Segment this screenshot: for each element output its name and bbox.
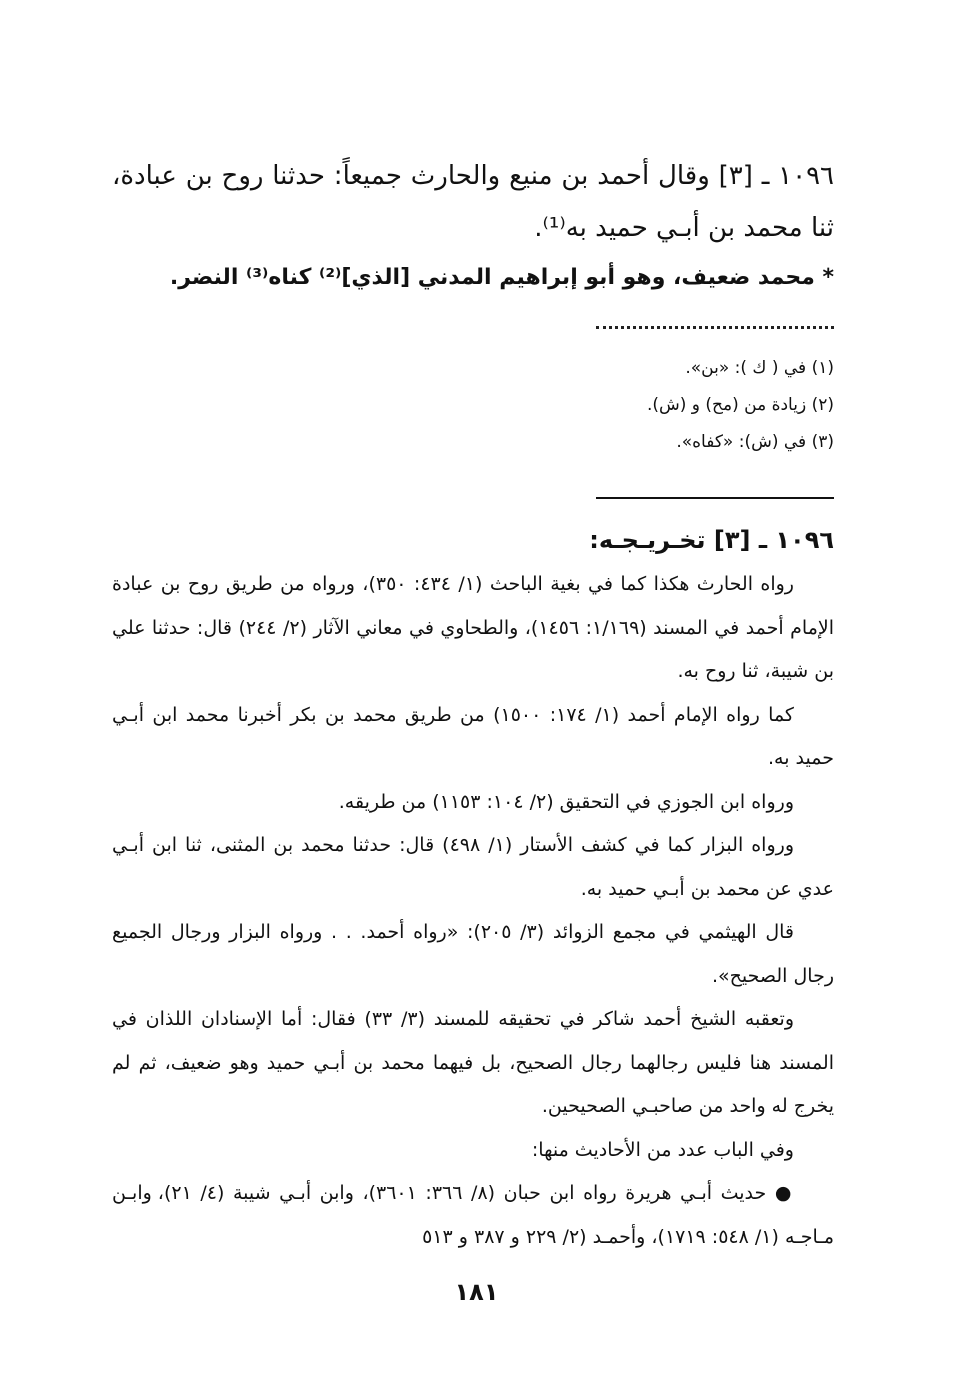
hadith-text: ١٠٩٦ ـ [٣] وقال أحمد بن منيع والحارث جميعاً: حدثنا روح بن عبادة، ثنا محمد بن أبـي حميد به⁽¹⁾. [112, 161, 834, 243]
takhrij-paragraph: قال الهيثمي في مجمع الزوائد (٣/ ٢٠٥): «رواه أحمد. . . ورواه البزار ورجال الجميع رجال الصحيح». [112, 921, 834, 987]
footnotes [112, 350, 834, 461]
takhrij-paragraph: وتعقبه الشيخ أحمد شاكر في تحقيقه للمسند (٣/ ٣٣) فقال: أما الإسنادان اللذان في المسند هنا فليس رجالهما رجال الصحيح، بل فيهما محمد بن أبـي حميد وهو ضعيف، ثم لم يخرج له واحد من صاحبـي الصحيحين. [112, 1008, 834, 1117]
takhrij-paragraph: ورواه البزار كما في كشف الأستار (١/ ٤٩٨) قال: حدثنا محمد بن المثنى، ثنا ابن أبـي عدي عن محمد بن أبـي حميد به. [112, 834, 834, 900]
hadith-comment: * محمد ضعيف، وهو أبو إبراهيم المدني [الذي]⁽²⁾ كناه⁽³⁾ النضر. [169, 265, 834, 290]
section-divider [596, 497, 834, 499]
takhrij-paragraph: رواه الحارث هكذا كما في بغية الباحث (١/ ٤٣٤: ٣٥٠)، ورواه من طريق روح بن عبادة الإمام أحمد في المسند (١/١٦٩: ١٤٥٦)، والطحاوي في معاني الآثار (٢/ ٢٤٤) قال: حدثنا علي بن شيبة، ثنا روح به. [112, 573, 834, 682]
takhrij-paragraph: ورواه ابن الجوزي في التحقيق (٢/ ١٠٤: ١١٥٣) من طريقه. [338, 790, 794, 813]
page-number: ١٨١ [454, 1278, 499, 1306]
footnote-1: (١) في ( ك ): «بن». [685, 358, 834, 378]
footnote-2: (٢) زيادة من (مح) و (ش). [646, 395, 834, 415]
takhrij-heading: ١٠٩٦ ـ [٣] تخـريـجـه: [589, 526, 834, 554]
takhrij-paragraph: ● حديث أبـي هريرة رواه ابن حبان (٨/ ٣٦٦: ٣٦٠١)، وابن أبـي شيبة (٤/ ٢١)، وابـن مـاجـه (١/ ٥٤٨: ١٧١٩)، وأحمـد (٢/ ٢٢٩ و ٣٨٧ و ٥١٣ [112, 1182, 834, 1248]
footnote-3: (٣) في (ش): «كفاه». [676, 432, 834, 452]
footnote-separator [596, 326, 834, 335]
takhrij-paragraph: وفي الباب عدد من الأحاديث منها: [531, 1138, 794, 1161]
takhrij-paragraph: كما رواه الإمام أحمد (١/ ١٧٤: ١٥٠٠) من طريق محمد بن بكر أخبرنا محمد ابن أبـي حميد به. [112, 703, 834, 769]
takhrij-body [112, 563, 834, 1259]
